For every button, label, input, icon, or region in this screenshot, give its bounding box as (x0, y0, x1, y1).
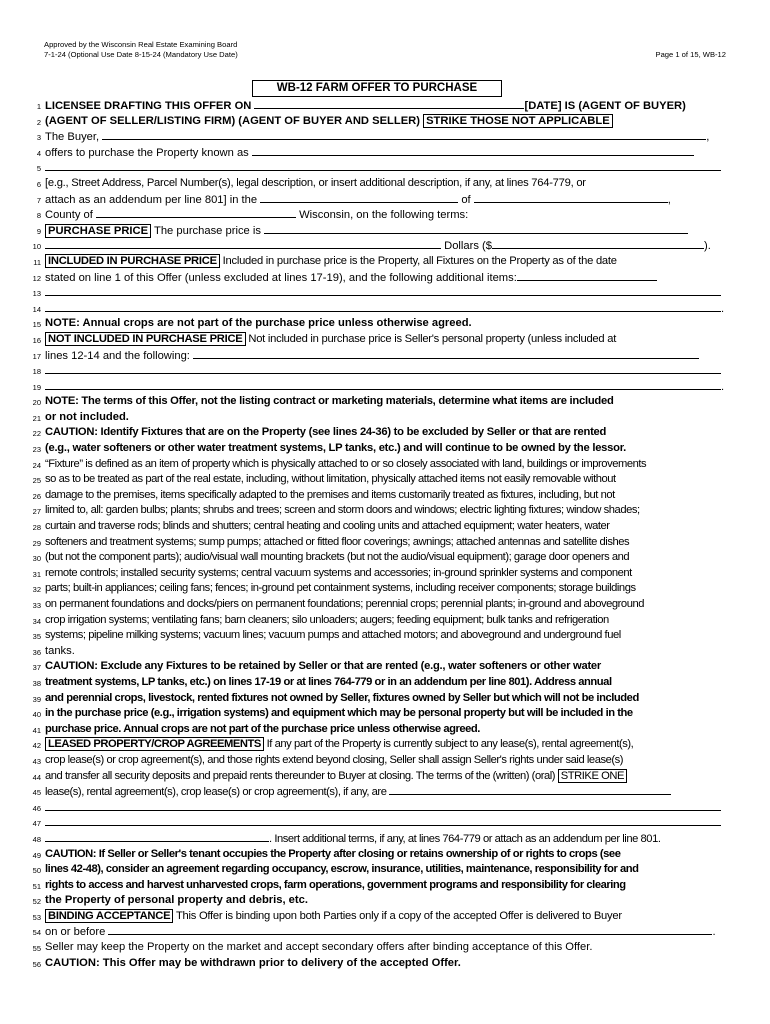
lease-terms-field-3[interactable] (45, 815, 721, 826)
line-text: The Buyer, (45, 131, 100, 144)
caution-text: (e.g., water softeners or other water treatment systems, LP tanks, etc.) and will continue to be owned by the lessor. (45, 442, 627, 455)
form-line: 51 rights to access and harvest unharvested crops, farm operations, government programs and responsibility for clearing (28, 878, 728, 894)
line-text: and transfer all security deposits and prepaid rents thereunder to Buyer at closing. The terms of the (written) (oral) (45, 769, 556, 782)
lease-terms-field[interactable] (389, 784, 671, 795)
caution-text: lines 42-48), consider an agreement regarding occupancy, escrow, insurance, utilities, maintenance, responsibility for and (45, 863, 639, 876)
line-text: “Fixture” is defined as an item of property which is physically attached to or so closely associated with land, buildings or improvements (45, 457, 647, 470)
caution-text: and perennial crops, livestock, rented fixtures not owned by Seller, fixtures owned by Seller but which will not be included (45, 691, 639, 704)
purchase-price-amount-field[interactable] (492, 238, 704, 249)
line-text: Not included in purchase price is Seller's personal property (unless included at (248, 332, 617, 345)
form-line: 32 parts; built-in appliances; ceiling fans; fences; in-ground pet containment systems, including receiver components; storage buildings (28, 581, 728, 597)
line-text: crop irrigation systems; ventilating fans; barn cleaners; silo unloaders; augers; feeding equipment; bulk tanks and refrigeration (45, 613, 609, 626)
form-line: 4 offers to purchase the Property known as (28, 145, 728, 161)
line-text: on permanent foundations and docks/piers on permanent foundations; perennial crops; perennial plants; in-ground and aboveground (45, 598, 645, 610)
form-line: 11 INCLUDED IN PURCHASE PRICE Included in purchase price is the Property, all Fixtures on the Property as of the date (33, 254, 617, 267)
caution-text: CAUTION: Identify Fixtures that are on the Property (see lines 24-36) to be excluded by Seller or that are rented (45, 426, 607, 439)
form-line: 48 . Insert additional terms, if any, at lines 764-779 or attach as an addendum per line 801. (32, 832, 661, 845)
form-line: 16 NOT INCLUDED IN PURCHASE PRICE Not included in purchase price is Seller's personal property (unless included at (32, 332, 617, 345)
line-text: softeners and treatment systems; sump pumps; attached or fitted floor coverings; awnings; attached antennas and satellite dishes (45, 535, 630, 548)
section-heading-included: INCLUDED IN PURCHASE PRICE (45, 254, 220, 268)
line-text: of (461, 193, 471, 206)
line-text: Dollars ($ (444, 240, 492, 253)
form-line: 5 (28, 160, 728, 176)
form-line: 2 (AGENT OF SELLER/LISTING FIRM) (AGENT OF BUYER AND SELLER) STRIKE THOSE NOT APPLICABLE (28, 114, 728, 130)
line-text: damage to the premises, items specifically adapted to the premises and items customarily treated as fixtures, including, but not (45, 488, 615, 501)
form-title: WB-12 FARM OFFER TO PURCHASE (252, 80, 502, 97)
line-text: [e.g., Street Address, Parcel Number(s), legal description, or insert additional description, if any, at lines 764-779, or (45, 176, 586, 189)
form-line: 13 (28, 285, 728, 301)
form-line: 41 purchase price. Annual crops are not part of the purchase price unless otherwise agreed. (28, 722, 728, 738)
form-line: 43 crop lease(s) or crop agreement(s), and those rights extend beyond closing, Seller shall assign Seller's rights under said lease(s) (28, 753, 728, 769)
buyer-name-field[interactable] (102, 129, 706, 140)
line-text: lease(s), rental agreement(s), crop lease(s) or crop agreement(s), if any, are (45, 786, 387, 799)
property-description-field[interactable] (45, 160, 721, 171)
line-text: offers to purchase the Property known as (45, 146, 249, 159)
line-text: Seller may keep the Property on the market and accept secondary offers after binding acceptance of this Offer. (45, 941, 593, 954)
form-line: 26 damage to the premises, items specifically adapted to the premises and items customarily treated as fixtures, including, but not (28, 488, 728, 504)
caution-text: in the purchase price (e.g., irrigation systems) and equipment which may be personal property but will be included in the (45, 707, 633, 720)
municipality-field[interactable] (260, 192, 458, 203)
note-text: NOTE: Annual crops are not part of the purchase price unless otherwise agreed. (45, 317, 472, 330)
strike-notice-box: STRIKE THOSE NOT APPLICABLE (423, 114, 613, 128)
form-line: 30 (but not the component parts); audio/visual wall mounting brackets (but not the audio/visual equipment); garage door openers and (28, 550, 728, 566)
form-line: 52 the Property of personal property and debris, etc. (28, 893, 728, 909)
additional-items-field-3[interactable] (45, 301, 721, 312)
form-line: 10 Dollars ($ ). (32, 240, 711, 253)
line-text: systems; pipeline milking systems; vacuum lines; vacuum pumps and attached motors; and aboveground and underground fuel (45, 629, 621, 642)
form-line: 54 on or before . (32, 926, 716, 939)
drafting-date-field[interactable] (254, 98, 524, 109)
excluded-items-field-3[interactable] (45, 379, 721, 390)
form-line: 34 crop irrigation systems; ventilating fans; barn cleaners; silo unloaders; augers; feeding equipment; bulk tanks and refrigeration (28, 613, 728, 629)
form-line: 33 on permanent foundations and docks/piers on permanent foundations; perennial crops; perennial plants; in-ground and aboveground (28, 597, 728, 613)
municipality-name-field[interactable] (474, 192, 668, 203)
approval-header (44, 40, 238, 60)
excluded-items-field-2[interactable] (45, 363, 721, 374)
form-line: 18 (28, 363, 728, 379)
lease-terms-field-2[interactable] (45, 800, 721, 811)
form-line: 31 remote controls; installed security systems; central vacuum systems and accessories; in-ground sprinkler systems and component (28, 566, 728, 582)
form-line: 23 (e.g., water softeners or other water treatment systems, LP tanks, etc.) and will continue to be owned by the lessor. (28, 441, 728, 457)
form-line: 28 curtain and traverse rods; blinds and shutters; central heating and cooling units and attached equipment; water heaters, water (28, 519, 728, 535)
caution-text: rights to access and harvest unharvested crops, farm operations, government programs and responsibility for clearing (45, 878, 626, 891)
section-heading-leased-property: LEASED PROPERTY/CROP AGREEMENTS (45, 737, 264, 751)
form-line: 45 lease(s), rental agreement(s), crop lease(s) or crop agreement(s), if any, are (28, 784, 728, 800)
form-line: 50 lines 42-48), consider an agreement regarding occupancy, escrow, insurance, utilities, maintenance, responsibility for and (28, 862, 728, 878)
approval-line-2: 7-1-24 (Optional Use Date 8-15-24 (Mandatory Use Date) (44, 50, 238, 59)
punctuation: . (712, 926, 716, 939)
line-text: Included in purchase price is the Property, all Fixtures on the Property as of the date (222, 254, 617, 267)
form-line: 20 NOTE: The terms of this Offer, not the listing contract or marketing materials, determine what items are included (28, 394, 728, 410)
section-heading-not-included: NOT INCLUDED IN PURCHASE PRICE (45, 332, 246, 346)
lease-terms-field-4[interactable] (45, 831, 269, 842)
form-line: 40 in the purchase price (e.g., irrigation systems) and equipment which may be personal property but will be included in the (28, 706, 728, 722)
line-text: stated on line 1 of this Offer (unless excluded at lines 17-19), and the following additional items: (45, 271, 517, 284)
caution-text: CAUTION: Exclude any Fixtures to be retained by Seller or that are rented (e.g., water softeners or other water (45, 660, 602, 673)
strike-one-box: STRIKE ONE (558, 769, 627, 783)
form-line: 9 PURCHASE PRICE The purchase price is (28, 223, 728, 239)
excluded-items-field[interactable] (193, 348, 699, 359)
form-line: 17 lines 12-14 and the following: (28, 348, 728, 364)
form-line: 29 softeners and treatment systems; sump pumps; attached or fitted floor coverings; awnings; attached antennas and satellite dishes (28, 535, 728, 551)
punctuation: , (706, 131, 710, 144)
form-line: 56 CAUTION: This Offer may be withdrawn prior to delivery of the accepted Offer. (28, 956, 728, 972)
note-text: or not included. (45, 410, 129, 423)
page-info: Page 1 of 15, WB-12 (655, 50, 726, 59)
note-text: NOTE: The terms of this Offer, not the listing contract or marketing materials, determine what items are included (45, 395, 614, 408)
line-text: If any part of the Property is currently subject to any lease(s), rental agreement(s), (266, 738, 634, 751)
form-body (28, 98, 728, 971)
additional-items-field[interactable] (517, 270, 657, 281)
caution-text: purchase price. Annual crops are not part of the purchase price unless otherwise agreed. (45, 722, 480, 735)
form-line: 49 CAUTION: If Seller or Seller's tenant occupies the Property after closing or retains ownership of or rights to crops (see (28, 847, 728, 863)
form-line: 14 . (32, 302, 725, 315)
line-text: lines 12-14 and the following: (45, 349, 190, 362)
form-line: 47 (28, 815, 728, 831)
caution-text: CAUTION: If Seller or Seller's tenant occupies the Property after closing or retains ownership of or rights to crops (see (45, 847, 621, 860)
form-line: 53 BINDING ACCEPTANCE This Offer is binding upon both Parties only if a copy of the accepted Offer is delivered to Buyer (32, 909, 622, 922)
line-text: The purchase price is (154, 224, 261, 237)
form-line: 25 so as to be treated as part of the real estate, including, without limitation, physically attached items not easily removable without (28, 472, 728, 488)
form-line: 12 stated on line 1 of this Offer (unless excluded at lines 17-19), and the following additional items: (28, 270, 728, 286)
section-heading-purchase-price: PURCHASE PRICE (45, 224, 151, 238)
punctuation: ). (703, 240, 711, 253)
form-line: 19 . (32, 380, 725, 393)
caution-text: treatment systems, LP tanks, etc.) on lines 17-19 or at lines 764-779 or in an addendum per line 801). Address annual (45, 675, 612, 688)
form-line: 15 NOTE: Annual crops are not part of the purchase price unless otherwise agreed. (28, 316, 728, 332)
purchase-price-words-field[interactable] (264, 223, 688, 234)
form-line: 55 Seller may keep the Property on the market and accept secondary offers after binding acceptance of this Offer. (28, 940, 728, 956)
form-line: 42 LEASED PROPERTY/CROP AGREEMENTS If any part of the Property is currently subject to any lease(s), rental agreement(s), (32, 738, 634, 751)
line-text: limited to, all: garden bulbs; plants; shrubs and trees; screen and storm doors and windows; electric lighting fixtures; window shades; (45, 504, 640, 517)
form-line: 27 limited to, all: garden bulbs; plants; shrubs and trees; screen and storm doors and windows; electric lighting fixtures; window shades; (28, 503, 728, 519)
form-line: 21 or not included. (28, 410, 728, 426)
section-heading-binding-acceptance: BINDING ACCEPTANCE (45, 909, 173, 923)
line-text: . Insert additional terms, if any, at lines 764-779 or attach as an addendum per line 801. (269, 832, 661, 845)
line-text: This Offer is binding upon both Parties only if a copy of the accepted Offer is delivered to Buyer (175, 909, 622, 922)
line-text: (but not the component parts); audio/visual wall mounting brackets (but not the audio/visual equipment); garage door openers and (45, 551, 630, 564)
form-line: 7 attach as an addendum per line 801] in the of , (36, 193, 671, 206)
caution-text: CAUTION: This Offer may be withdrawn prior to delivery of the accepted Offer. (45, 956, 461, 969)
line-text: curtain and traverse rods; blinds and shutters; central heating and cooling units and attached equipment; water heaters, water (45, 520, 610, 533)
approval-line-1: Approved by the Wisconsin Real Estate Examining Board (44, 40, 238, 49)
line-text: so as to be treated as part of the real estate, including, without limitation, physically attached items not easily removable without (45, 473, 616, 486)
form-line: 44 and transfer all security deposits and prepaid rents thereunder to Buyer at closing. The terms of the (written) (oral) STRIKE ONE (28, 769, 728, 785)
additional-items-field-2[interactable] (45, 285, 721, 296)
line-text: remote controls; installed security systems; central vacuum systems and accessories; in-ground sprinkler systems and component (45, 566, 632, 579)
form-line: 36 tanks. (28, 644, 728, 660)
line-text: (AGENT OF SELLER/LISTING FIRM) (AGENT OF BUYER AND SELLER) (45, 114, 420, 127)
form-line: 8 County of Wisconsin, on the following terms: (36, 209, 469, 222)
punctuation: , (667, 193, 671, 206)
line-text: parts; built-in appliances; ceiling fans; fences; in-ground pet containment systems, including receiver components; storage buildings (45, 582, 636, 595)
caution-text: the Property of personal property and debris, etc. (45, 894, 308, 907)
acceptance-deadline-field[interactable] (108, 924, 712, 935)
line-text: on or before (45, 926, 106, 939)
line-text: attach as an addendum per line 801] in the (45, 193, 258, 206)
line-text: Wisconsin, on the following terms: (299, 209, 469, 222)
form-line: 24 “Fixture” is defined as an item of property which is physically attached to or so closely associated with land, buildings or improvements (28, 457, 728, 473)
form-line: 37 CAUTION: Exclude any Fixtures to be retained by Seller or that are rented (e.g., water softeners or other water (28, 659, 728, 675)
form-line: 35 systems; pipeline milking systems; vacuum lines; vacuum pumps and attached motors; and aboveground and underground fuel (28, 628, 728, 644)
form-line: 3 The Buyer, , (36, 131, 710, 144)
property-address-field[interactable] (252, 145, 694, 156)
line-text: [DATE] IS (AGENT OF BUYER) (524, 100, 686, 112)
line-text: crop lease(s) or crop agreement(s), and those rights extend beyond closing, Seller shall assign Seller's rights under said lease(s) (45, 753, 624, 766)
form-line: 22 CAUTION: Identify Fixtures that are on the Property (see lines 24-36) to be excluded by Seller or that are rented (28, 425, 728, 441)
line-text: LICENSEE DRAFTING THIS OFFER ON (45, 100, 252, 112)
county-field[interactable] (96, 207, 296, 218)
form-line: 1 LICENSEE DRAFTING THIS OFFER ON [DATE] IS (AGENT OF BUYER) (36, 100, 686, 112)
punctuation: . (721, 302, 725, 315)
form-line: 39 and perennial crops, livestock, rented fixtures not owned by Seller, fixtures owned by Seller but which will not be included (28, 691, 728, 707)
purchase-price-words-field-2[interactable] (45, 238, 441, 249)
form-line: 6 [e.g., Street Address, Parcel Number(s), legal description, or insert additional description, if any, at lines 764-779, or (28, 176, 728, 192)
punctuation: . (721, 380, 725, 393)
form-line: 38 treatment systems, LP tanks, etc.) on lines 17-19 or at lines 764-779 or in an addendum per line 801). Address annual (28, 675, 728, 691)
line-text: County of (45, 209, 93, 222)
form-line: 46 (28, 800, 728, 816)
line-text: tanks. (45, 644, 75, 657)
